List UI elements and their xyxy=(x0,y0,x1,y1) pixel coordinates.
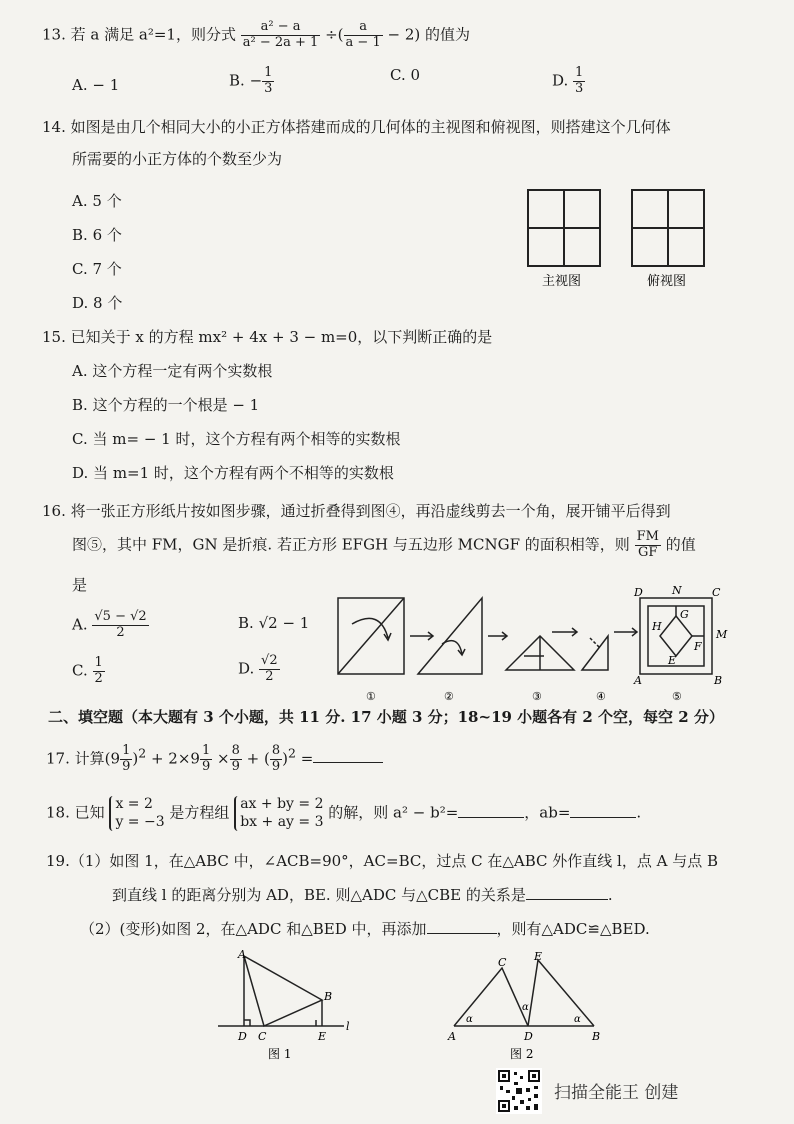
q16-line2: 图⑤，其中 FM，GN 是折痕. 若正方形 EFGH 与五边形 MCNGF 的面积相等，则 $\frac{FM}{GF}$ 的值 xyxy=(72,529,696,560)
q19-figure-2 xyxy=(444,950,604,1062)
step-label-2: ② xyxy=(444,690,454,703)
q14-line1: 14. 如图是由几个相同大小的小正方体搭建而成的几何体的主视图和俯视图，则搭建这个几何体 xyxy=(42,118,671,136)
step-label-3: ③ xyxy=(532,690,542,703)
fig2-alpha-2: α xyxy=(522,1002,529,1013)
fig1-pt-d: D xyxy=(238,1030,247,1043)
q19-part1-line1: 19.（1）如图 1，在△ABC 中，∠ACB=90°，AC=BC，过点 C 在△ABC 外作直线 l，点 A 与点 B xyxy=(46,852,718,870)
q15-option-b: B. 这个方程的一个根是 − 1 xyxy=(72,396,260,414)
q15-stem: 15. 已知关于 x 的方程 mx² + 4x + 3 − m=0，以下判断正确的是 xyxy=(42,328,493,346)
pt-n: N xyxy=(672,584,682,597)
q17-expression: 17. 计算(9 $\frac{1}{9}$ )$^2$ + 2×9 $\frac{1}{9}$ × $\frac{8}{9}$ + ( $\frac{8}{9}$ )$^2$ = xyxy=(46,744,383,775)
square-efgh xyxy=(660,616,692,656)
fig2-pt-b: B xyxy=(592,1030,601,1043)
fold-arrow-1 xyxy=(352,618,388,638)
fig2-pt-c: C xyxy=(498,956,507,969)
fig2-alpha-3: α xyxy=(574,1014,581,1025)
step-label-4: ④ xyxy=(596,690,606,703)
q19-answer-blank-2[interactable] xyxy=(427,933,497,934)
q18-stem: 18. 已知 x = 2 y = −3 是方程组 ax + by = 2 bx + ay = 3 的解，则 a² − b²= ，ab= . xyxy=(46,796,642,830)
pt-m: M xyxy=(716,628,728,641)
q19-part2: （2）(变形)如图 2，在△ADC 和△BED 中，再添加 ，则有△ADC≌△BED. xyxy=(80,920,650,938)
q16-option-b: B. √2 − 1 xyxy=(238,614,310,632)
triangle-bed xyxy=(528,960,594,1026)
fig1-pt-b: B xyxy=(324,990,333,1003)
fig1-pt-c: C xyxy=(258,1030,267,1043)
pt-c: C xyxy=(712,586,721,599)
fig2-pt-d: D xyxy=(524,1030,533,1043)
q16-option-a: A. $\frac{√5 - √2}{2}$ xyxy=(72,609,147,640)
q18-answer-blank-1[interactable] xyxy=(458,817,524,818)
pt-b: B xyxy=(714,674,723,687)
q14-option-c: C. 7 个 xyxy=(72,260,122,278)
fig1-pt-a: A xyxy=(238,950,246,961)
section2-title: 二、填空题（本大题有 3 个小题，共 11 分. 17 小题 3 分；18~19 小题各有 2 个空，每空 2 分） xyxy=(48,708,724,726)
fig2-pt-a: A xyxy=(448,1030,456,1043)
pt-d: D xyxy=(634,586,643,599)
fig2-pt-e: E xyxy=(534,950,543,963)
q19-part1-line2: 到直线 l 的距离分别为 AD，BE. 则△ADC 与△CBE 的关系是 . xyxy=(112,886,613,904)
q16-line3: 是 xyxy=(72,576,88,594)
pt-a: A xyxy=(634,674,642,687)
scanner-watermark: 扫描全能王 创建 xyxy=(554,1083,679,1103)
q13-option-b: B. − $\frac{1}{3}$ xyxy=(229,65,273,96)
qr-code-icon xyxy=(496,1068,542,1114)
top-view-label: 俯视图 xyxy=(647,274,687,289)
q13-option-d: D. $\frac{1}{3}$ xyxy=(552,65,584,96)
fig1-pt-e: E xyxy=(318,1030,327,1043)
pt-f: F xyxy=(694,640,702,653)
step-label-5: ⑤ xyxy=(672,690,682,703)
fig1-line-l: l xyxy=(346,1020,350,1033)
top-view-grid xyxy=(632,190,704,266)
fold-step4-triangle xyxy=(582,636,608,670)
q18-answer-blank-2[interactable] xyxy=(570,817,636,818)
q13-stem: 13. 若 a 满足 a²=1，则分式 $\frac{\text{a² − a}}{\text{a² − 2a + 1}}$ ÷( $\frac{a}{a - 1}$ − 2) 的值为 xyxy=(42,19,471,50)
q14-line2: 所需要的小正方体的个数至少为 xyxy=(72,150,283,168)
q19-answer-blank-1[interactable] xyxy=(526,899,608,900)
q14-option-b: B. 6 个 xyxy=(72,226,122,244)
fig1-caption: 图 1 xyxy=(268,1047,292,1061)
q13-option-a: A. − 1 xyxy=(72,76,120,94)
q15-option-a: A. 这个方程一定有两个实数根 xyxy=(72,362,273,380)
q15-option-d: D. 当 m=1 时，这个方程有两个不相等的实数根 xyxy=(72,464,394,482)
pt-g: G xyxy=(680,608,689,621)
front-view-label: 主视图 xyxy=(542,274,582,289)
q16-option-c: C. $\frac{1}{2}$ xyxy=(72,655,103,686)
q13-option-c: C. 0 xyxy=(390,66,421,84)
q15-option-c: C. 当 m= − 1 时，这个方程有两个相等的实数根 xyxy=(72,430,401,448)
step-label-1: ① xyxy=(366,690,376,703)
fig2-alpha-1: α xyxy=(466,1014,473,1025)
q14-option-a: A. 5 个 xyxy=(72,192,122,210)
front-view-grid xyxy=(528,190,600,266)
pt-e: E xyxy=(668,654,677,667)
q16-folding-figure xyxy=(330,584,740,706)
q19-figure-1 xyxy=(210,950,360,1062)
fig2-caption: 图 2 xyxy=(510,1047,534,1061)
triangle-abc xyxy=(244,956,322,1026)
pt-h: H xyxy=(652,620,662,633)
q16-line1: 16. 将一张正方形纸片按如图步骤，通过折叠得到图④，再沿虚线剪去一个角，展开铺平后得到 xyxy=(42,502,671,520)
q14-option-d: D. 8 个 xyxy=(72,294,123,312)
q14-views-figure xyxy=(520,185,720,290)
q16-option-d: D. $\frac{√2}{2}$ xyxy=(238,653,278,684)
q17-answer-blank[interactable] xyxy=(313,762,383,763)
